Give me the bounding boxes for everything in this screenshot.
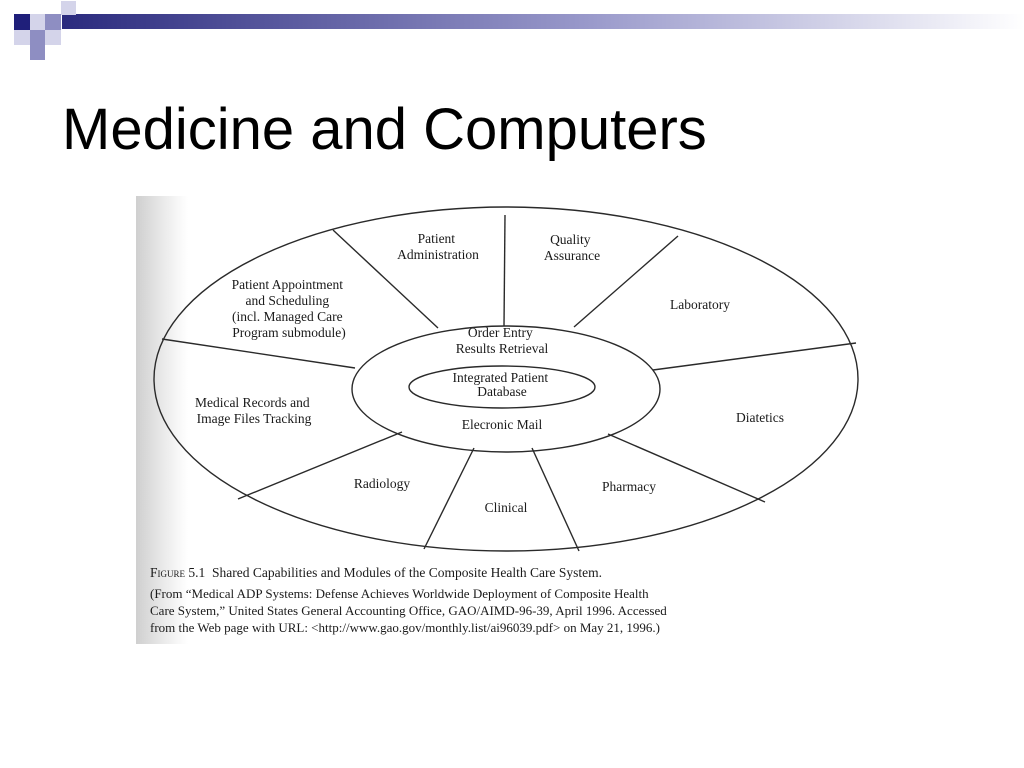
deco-square: [14, 14, 30, 30]
spoke-line: [532, 448, 579, 551]
deco-square: [45, 30, 61, 45]
segment-medical-records: Medical Records and Image Files Tracking: [194, 395, 312, 426]
segment-patient-appointment: Patient Appointment and Scheduling (incl. Managed Care Program submodule): [231, 277, 346, 340]
deco-square: [30, 14, 45, 30]
core-integrated-patient-database: Integrated Patient Database: [452, 370, 549, 399]
figure-caption: [150, 564, 866, 636]
figure-label: Figure 5.1: [150, 565, 206, 580]
header-decoration: [0, 0, 1024, 64]
figure-scan: [136, 196, 872, 644]
segment-clinical: Clinical: [484, 500, 528, 515]
spoke-line: [504, 215, 505, 326]
segment-quality-assurance: Quality Assurance: [543, 232, 601, 263]
deco-square: [14, 30, 30, 45]
deco-square: [30, 30, 45, 45]
segment-laboratory: Laboratory: [670, 297, 730, 312]
deco-square: [45, 14, 61, 30]
figure-text: Shared Capabilities and Modules of the Composite Health Care System.: [212, 565, 602, 580]
chcs-diagram: [136, 196, 872, 564]
caption-title-line: [150, 564, 866, 581]
header-gradient-bar: [62, 14, 1024, 29]
ring-order-entry: Order Entry Results Retrieval: [455, 325, 549, 356]
deco-square: [30, 45, 45, 60]
segment-pharmacy: Pharmacy: [602, 479, 656, 494]
spoke-line: [653, 343, 856, 370]
source-line: (From “Medical ADP Systems: Defense Achieves Worldwide Deployment of Composite Health: [150, 586, 649, 601]
deco-square: [61, 1, 76, 15]
caption-source: [150, 585, 866, 636]
spoke-line: [424, 448, 474, 549]
slide-title: Medicine and Computers: [62, 97, 707, 162]
segment-diatetics: Diatetics: [736, 410, 784, 425]
ring-electronic-mail: Elecronic Mail: [461, 417, 543, 432]
source-line: from the Web page with URL: <http://www.gao.gov/monthly.list/ai96039.pdf> on May 21, 1996.): [150, 620, 660, 635]
segment-patient-administration: Patient Administration: [397, 231, 479, 262]
spoke-line: [162, 339, 355, 368]
segment-radiology: Radiology: [353, 476, 411, 491]
source-line: Care System,” United States General Accounting Office, GAO/AIMD-96-39, April 1996. Accessed: [150, 603, 667, 618]
